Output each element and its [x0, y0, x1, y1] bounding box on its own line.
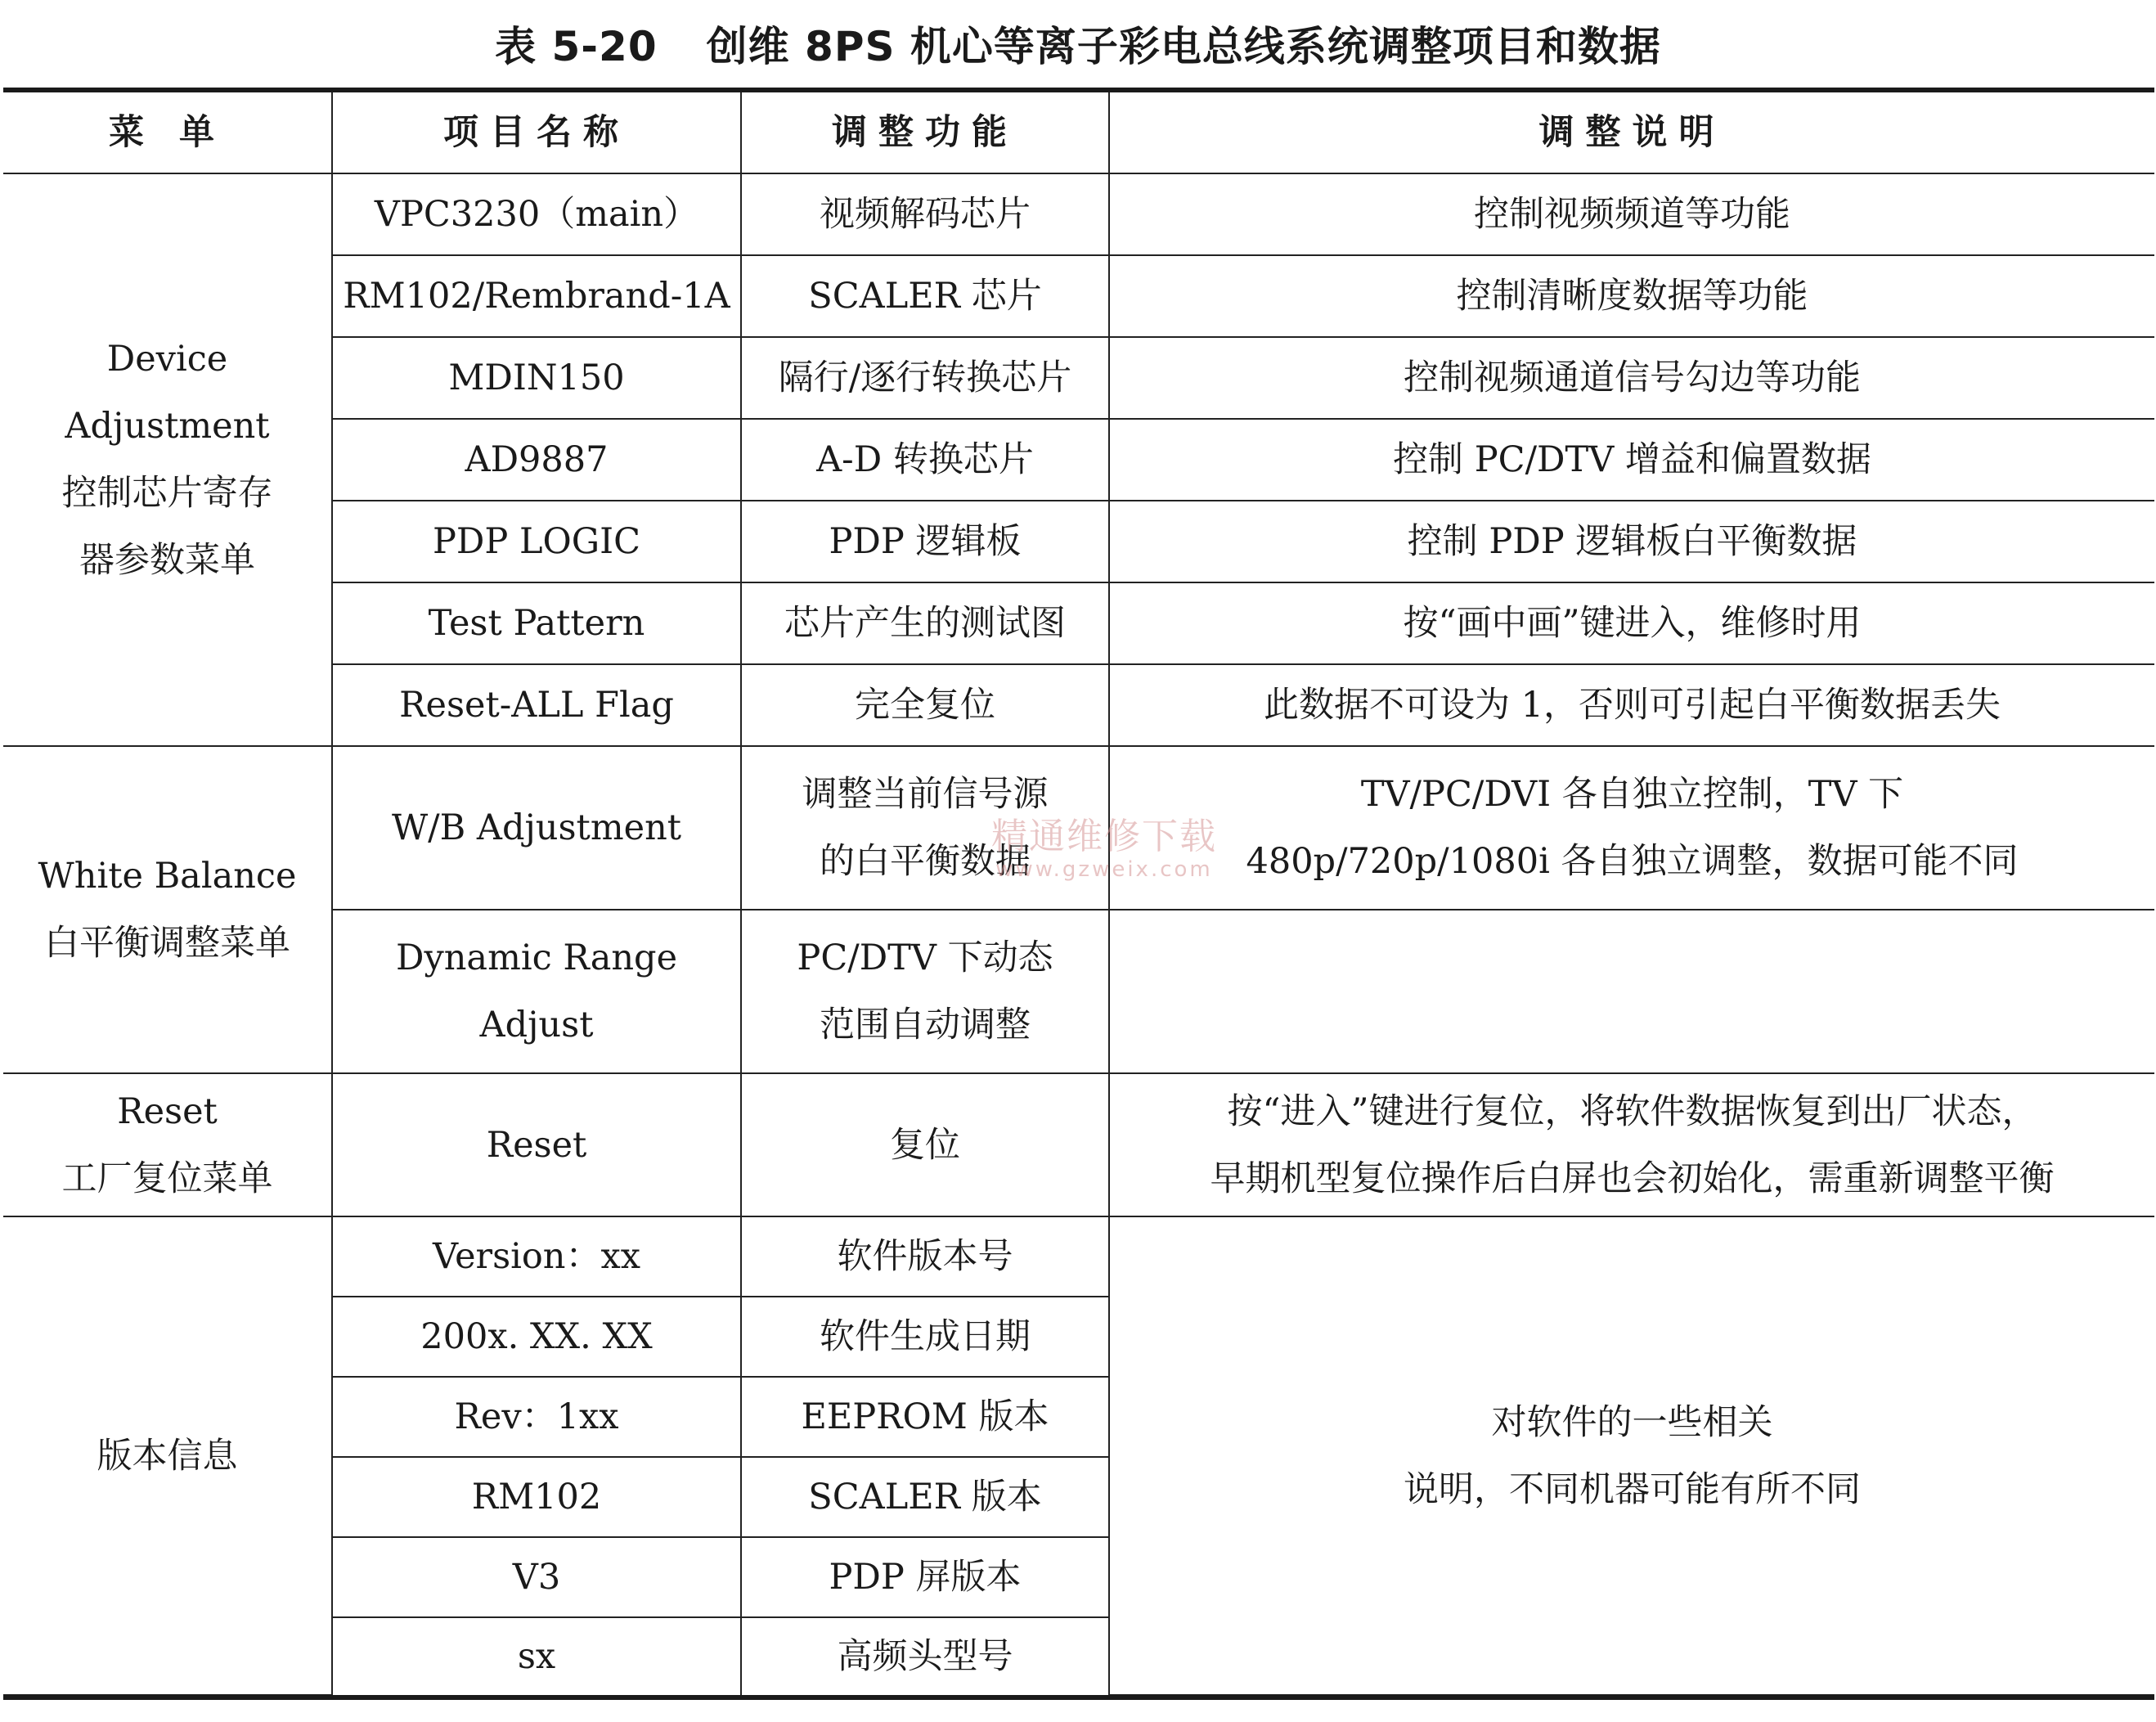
item-name: Reset-ALL Flag	[332, 664, 741, 746]
item-function: 视频解码芯片	[741, 173, 1109, 255]
table-title: 创维 8PS 机心等离子彩电总线系统调整项目和数据	[706, 23, 1661, 70]
item-name: AD9887	[332, 419, 741, 501]
item-function: PDP 逻辑板	[741, 501, 1109, 582]
header-item-name: 项目名称	[332, 92, 741, 173]
item-description	[1109, 910, 2154, 1073]
item-description: 此数据不可设为 1，否则可引起白平衡数据丢失	[1109, 664, 2154, 746]
table-row	[3, 746, 2154, 910]
bottom-rule	[3, 1695, 2154, 1700]
menu-device-adjustment: Device Adjustment 控制芯片寄存 器参数菜单	[3, 173, 332, 746]
item-function: PDP 屏版本	[741, 1537, 1109, 1617]
item-name: W/B Adjustment	[332, 746, 741, 910]
item-function: EEPROM 版本	[741, 1377, 1109, 1457]
table-row	[3, 173, 2154, 255]
item-name: sx	[332, 1617, 741, 1695]
item-name: 200x. XX. XX	[332, 1297, 741, 1377]
item-description: 控制 PC/DTV 增益和偏置数据	[1109, 419, 2154, 501]
header-function: 调整功能	[741, 92, 1109, 173]
item-description: 控制视频通道信号勾边等功能	[1109, 337, 2154, 419]
item-function: 芯片产生的测试图	[741, 582, 1109, 664]
watermark-text: 精通维修下载	[991, 816, 1217, 857]
table-row	[3, 1073, 2154, 1216]
table-caption	[0, 18, 2156, 75]
header-description: 调整说明	[1109, 92, 2154, 173]
item-name: Version：xx	[332, 1216, 741, 1297]
item-function: 隔行/逐行转换芯片	[741, 337, 1109, 419]
item-description: TV/PC/DVI 各自独立控制，TV 下 480p/720p/1080i 各自独立调整，数据可能不同	[1109, 746, 2154, 910]
item-name: RM102/Rembrand-1A	[332, 255, 741, 337]
menu-reset: Reset 工厂复位菜单	[3, 1073, 332, 1216]
menu-version-info: 版本信息	[3, 1216, 332, 1695]
item-name: VPC3230（main）	[332, 173, 741, 255]
item-name: Reset	[332, 1073, 741, 1216]
menu-white-balance: White Balance 白平衡调整菜单	[3, 746, 332, 1073]
item-function: 高频头型号	[741, 1617, 1109, 1695]
item-function: SCALER 芯片	[741, 255, 1109, 337]
item-name: Test Pattern	[332, 582, 741, 664]
item-function: 软件生成日期	[741, 1297, 1109, 1377]
header-row	[3, 92, 2154, 173]
item-name: PDP LOGIC	[332, 501, 741, 582]
item-name: V3	[332, 1537, 741, 1617]
item-description: 按“画中画”键进入，维修时用	[1109, 582, 2154, 664]
table-number: 表 5-20	[495, 23, 658, 70]
header-menu: 菜 单	[3, 92, 332, 173]
item-function: PC/DTV 下动态 范围自动调整	[741, 910, 1109, 1073]
item-name: MDIN150	[332, 337, 741, 419]
item-function: SCALER 版本	[741, 1457, 1109, 1537]
item-description: 控制 PDP 逻辑板白平衡数据	[1109, 501, 2154, 582]
item-function: A-D 转换芯片	[741, 419, 1109, 501]
item-function: 软件版本号	[741, 1216, 1109, 1297]
version-description: 对软件的一些相关 说明，不同机器可能有所不同	[1109, 1216, 2154, 1695]
watermark-url: www.gzweix.com	[995, 857, 1213, 882]
item-function: 完全复位	[741, 664, 1109, 746]
item-function: 复位	[741, 1073, 1109, 1216]
table-row	[3, 1216, 2154, 1297]
item-name: Rev：1xx	[332, 1377, 741, 1457]
item-description: 按“进入”键进行复位，将软件数据恢复到出厂状态， 早期机型复位操作后白屏也会初始化，需重新调整平衡	[1109, 1073, 2154, 1216]
item-name: RM102	[332, 1457, 741, 1537]
item-description: 控制视频频道等功能	[1109, 173, 2154, 255]
adjustment-table	[3, 92, 2154, 1696]
item-description: 控制清晰度数据等功能	[1109, 255, 2154, 337]
item-function: 调整当前信号源 的白平衡数据	[741, 746, 1109, 910]
item-name: Dynamic Range Adjust	[332, 910, 741, 1073]
